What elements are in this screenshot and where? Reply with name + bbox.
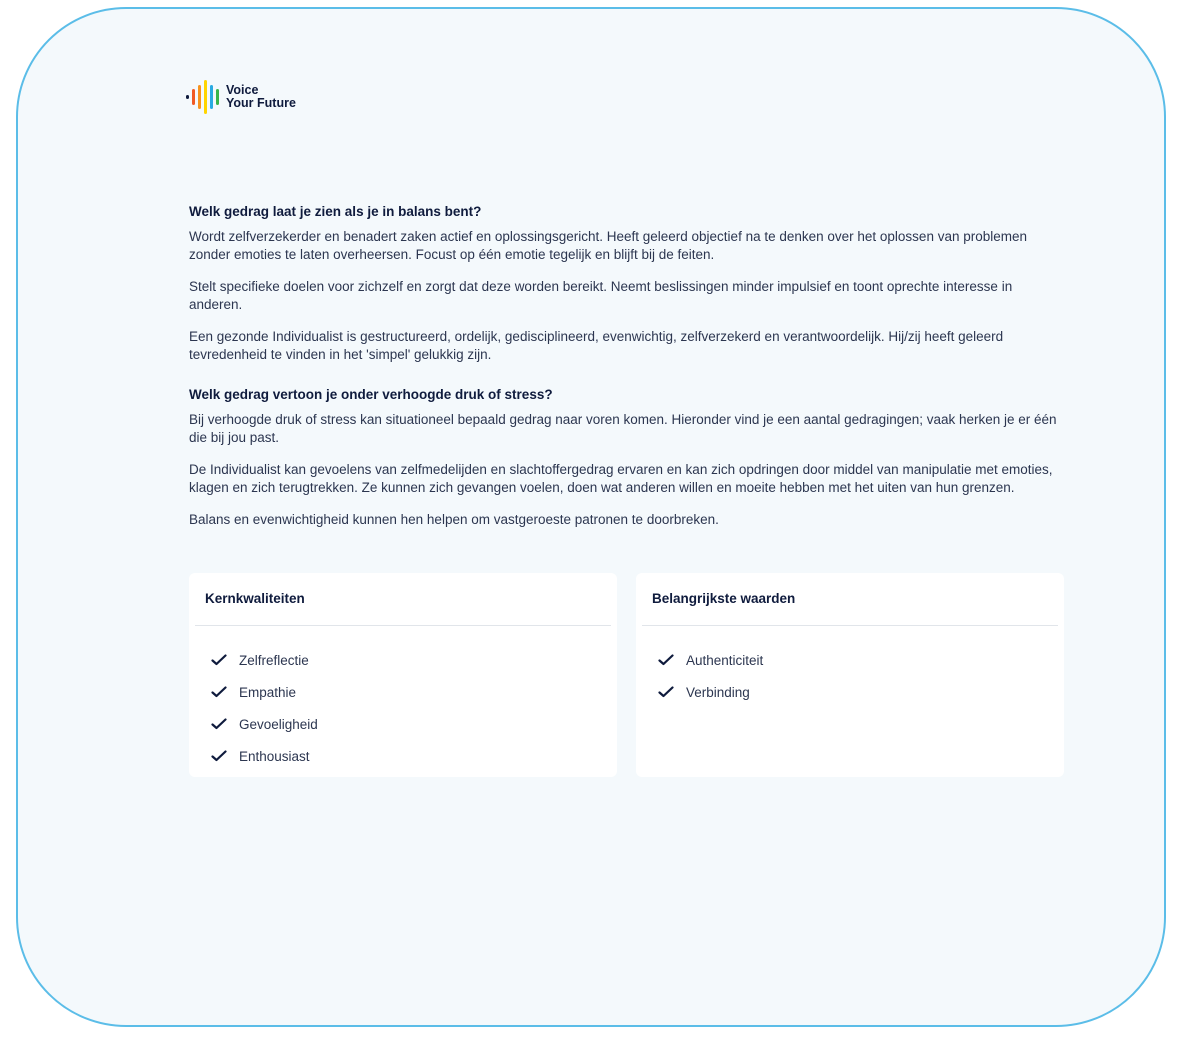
logo-bar <box>192 89 195 105</box>
list-item <box>211 644 611 676</box>
list-item <box>658 676 1058 708</box>
section-paragraph: Wordt zelfverzekerder en benadert zaken actief en oplossingsgericht. Heeft geleerd objectief na te denken over het oplossen van problemen zonder emoties te laten overheersen. Focust op één emotie tegelijk en blijft bij de feiten. <box>189 229 1028 262</box>
checkmark-icon <box>658 654 674 666</box>
card-list <box>642 626 1058 708</box>
card-title: Belangrijkste waarden <box>642 573 1058 626</box>
brand-name <box>226 84 296 110</box>
checkmark-icon <box>211 750 227 762</box>
list-item <box>658 644 1058 676</box>
section-paragraph: De Individualist kan gevoelens van zelfmedelijden en slachtoffergedrag ervaren en kan zich opdringen door middel van manipulatie met emoties, klagen en zich terugtrekken. Ze kunnen zich gevangen voelen, doen wat anderen willen en moeite hebben met het uiten van hun grenzen. <box>189 462 1053 495</box>
section-paragraph: Stelt specifieke doelen voor zichzelf en zorgt dat deze worden bereikt. Neemt beslissingen minder impulsief en toont oprechte interesse in anderen. <box>189 279 1013 312</box>
brand-line-2: Your Future <box>226 96 296 110</box>
section-heading: Welk gedrag vertoon je onder verhoogde druk of stress? <box>189 387 553 402</box>
logo-bar <box>216 89 219 105</box>
list-item-label: Verbinding <box>686 684 750 700</box>
list-item <box>211 676 611 708</box>
checkmark-icon <box>211 654 227 666</box>
list-item-label: Empathie <box>239 684 297 700</box>
logo-bar <box>198 85 201 109</box>
main-content <box>189 203 1069 543</box>
brand-logo[interactable] <box>186 80 296 114</box>
checkmark-icon <box>211 718 227 730</box>
section-paragraph: Een gezonde Individualist is gestructureerd, ordelijk, gedisciplineerd, evenwichtig, zelfverzekerd en verantwoordelijk. Hij/zij heeft geleerd tevredenheid te vinden in het 'simpel' gelukkig zijn. <box>189 329 1004 362</box>
list-item <box>211 708 611 740</box>
list-item-label: Gevoeligheid <box>239 716 318 732</box>
card-title: Kernkwaliteiten <box>195 573 611 626</box>
brand-line-1: Voice <box>226 83 259 97</box>
section-paragraph: Balans en evenwichtigheid kunnen hen helpen om vastgeroeste patronen te doorbreken. <box>189 512 719 527</box>
list-item-label: Zelfreflectie <box>239 652 309 668</box>
list-item-label: Authenticiteit <box>686 652 764 668</box>
checkmark-icon <box>211 686 227 698</box>
soundwave-logo-icon <box>186 80 222 114</box>
card-list <box>195 626 611 772</box>
checkmark-icon <box>658 686 674 698</box>
section-stress <box>189 386 1069 529</box>
card-belangrijkste-waarden <box>636 573 1064 777</box>
list-item-label: Enthousiast <box>239 748 310 764</box>
logo-bar <box>204 80 207 114</box>
section-balance <box>189 203 1069 364</box>
logo-bar <box>210 85 213 109</box>
list-item <box>211 740 611 772</box>
card-kernkwaliteiten <box>189 573 617 777</box>
section-paragraph: Bij verhoogde druk of stress kan situationeel bepaald gedrag naar voren komen. Hieronder vind je een aantal gedragingen; vaak herken je er één die bij jou past. <box>189 412 1057 445</box>
cards-row <box>189 573 1064 777</box>
section-heading: Welk gedrag laat je zien als je in balans bent? <box>189 204 482 219</box>
